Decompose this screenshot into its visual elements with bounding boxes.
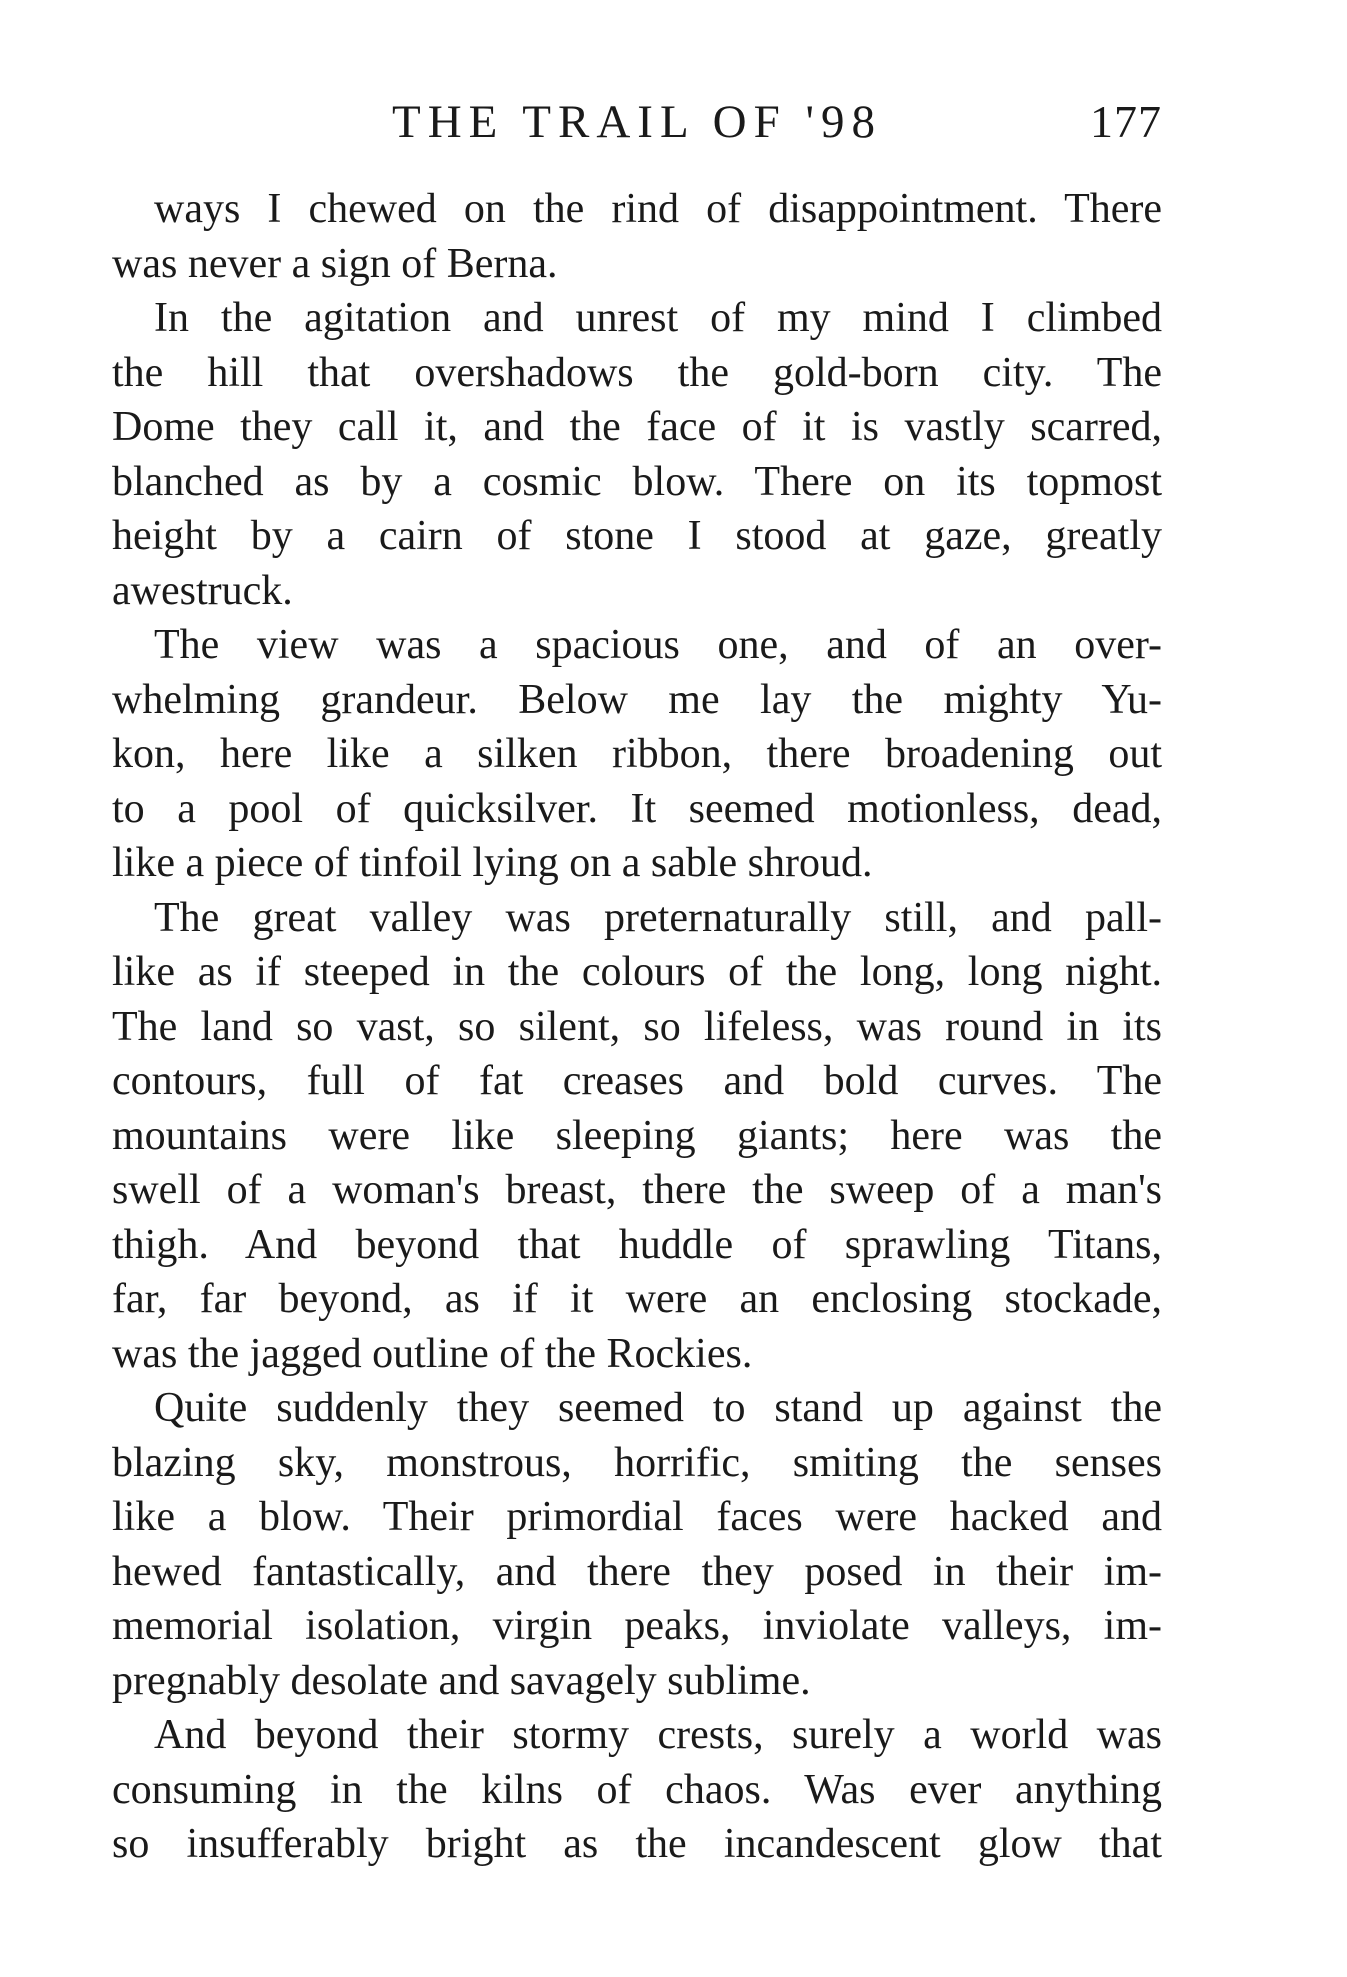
text-line: The great valley was preternaturally still, and pall-	[154, 894, 1162, 941]
text-line: far, far beyond, as if it were an enclosing stockade,	[112, 1276, 1162, 1322]
text-line: the hill that overshadows the gold-born city. The	[112, 349, 1162, 396]
text-line: was the jagged outline of the Rockies.	[112, 1330, 753, 1377]
text-line: pregnably desolate and savagely sublime.	[112, 1657, 811, 1704]
paragraph	[112, 618, 1162, 891]
running-head	[112, 92, 1162, 152]
paragraph	[112, 1708, 1162, 1872]
text-line: And beyond their stormy crests, surely a world was	[154, 1712, 1162, 1758]
text-line: like a piece of tinfoil lying on a sable shroud.	[112, 840, 873, 886]
text-line: memorial isolation, virgin peaks, inviolate valleys, im-	[112, 1603, 1162, 1649]
text-line: blazing sky, monstrous, horrific, smiting the senses	[112, 1439, 1162, 1486]
text-line: In the agitation and unrest of my mind I climbed	[154, 295, 1162, 341]
text-line: thigh. And beyond that huddle of sprawling Titans,	[112, 1221, 1162, 1268]
paragraph	[112, 1381, 1162, 1708]
text-line: was never a sign of Berna.	[112, 240, 558, 287]
text-line: height by a cairn of stone I stood at gaze, greatly	[112, 513, 1162, 559]
text-line: whelming grandeur. Below me lay the mighty Yu-	[112, 676, 1162, 723]
text-line: blanched as by a cosmic blow. There on its topmost	[112, 458, 1162, 505]
text-line: Dome they call it, and the face of it is vastly scarred,	[112, 404, 1162, 450]
text-line: like as if steeped in the colours of the long, long night.	[112, 949, 1162, 995]
text-line: The view was a spacious one, and of an over-	[154, 622, 1162, 668]
text-line: contours, full of fat creases and bold curves. The	[112, 1058, 1162, 1104]
text-line: mountains were like sleeping giants; here was the	[112, 1112, 1162, 1159]
text-line: so insufferably bright as the incandescent glow that	[112, 1821, 1162, 1867]
text-line: like a blow. Their primordial faces were hacked and	[112, 1494, 1162, 1540]
running-title: THE TRAIL OF '98	[392, 96, 882, 148]
paragraph	[112, 891, 1162, 1382]
text-line: kon, here like a silken ribbon, there broadening out	[112, 731, 1162, 777]
text-line: to a pool of quicksilver. It seemed motionless, dead,	[112, 785, 1162, 832]
text-line: Quite suddenly they seemed to stand up against the	[154, 1385, 1162, 1431]
page-number: 177	[1090, 96, 1162, 147]
text-line: hewed fantastically, and there they posed in their im-	[112, 1548, 1162, 1595]
paragraph	[112, 182, 1162, 291]
text-line: ways I chewed on the rind of disappointment. There	[154, 186, 1162, 232]
text-line: awestruck.	[112, 567, 293, 614]
paragraph	[112, 291, 1162, 618]
text-line: consuming in the kilns of chaos. Was ever anything	[112, 1766, 1162, 1813]
body-text	[112, 182, 1162, 1872]
text-line: swell of a woman's breast, there the sweep of a man's	[112, 1167, 1162, 1213]
text-line: The land so vast, so silent, so lifeless, was round in its	[112, 1003, 1162, 1050]
